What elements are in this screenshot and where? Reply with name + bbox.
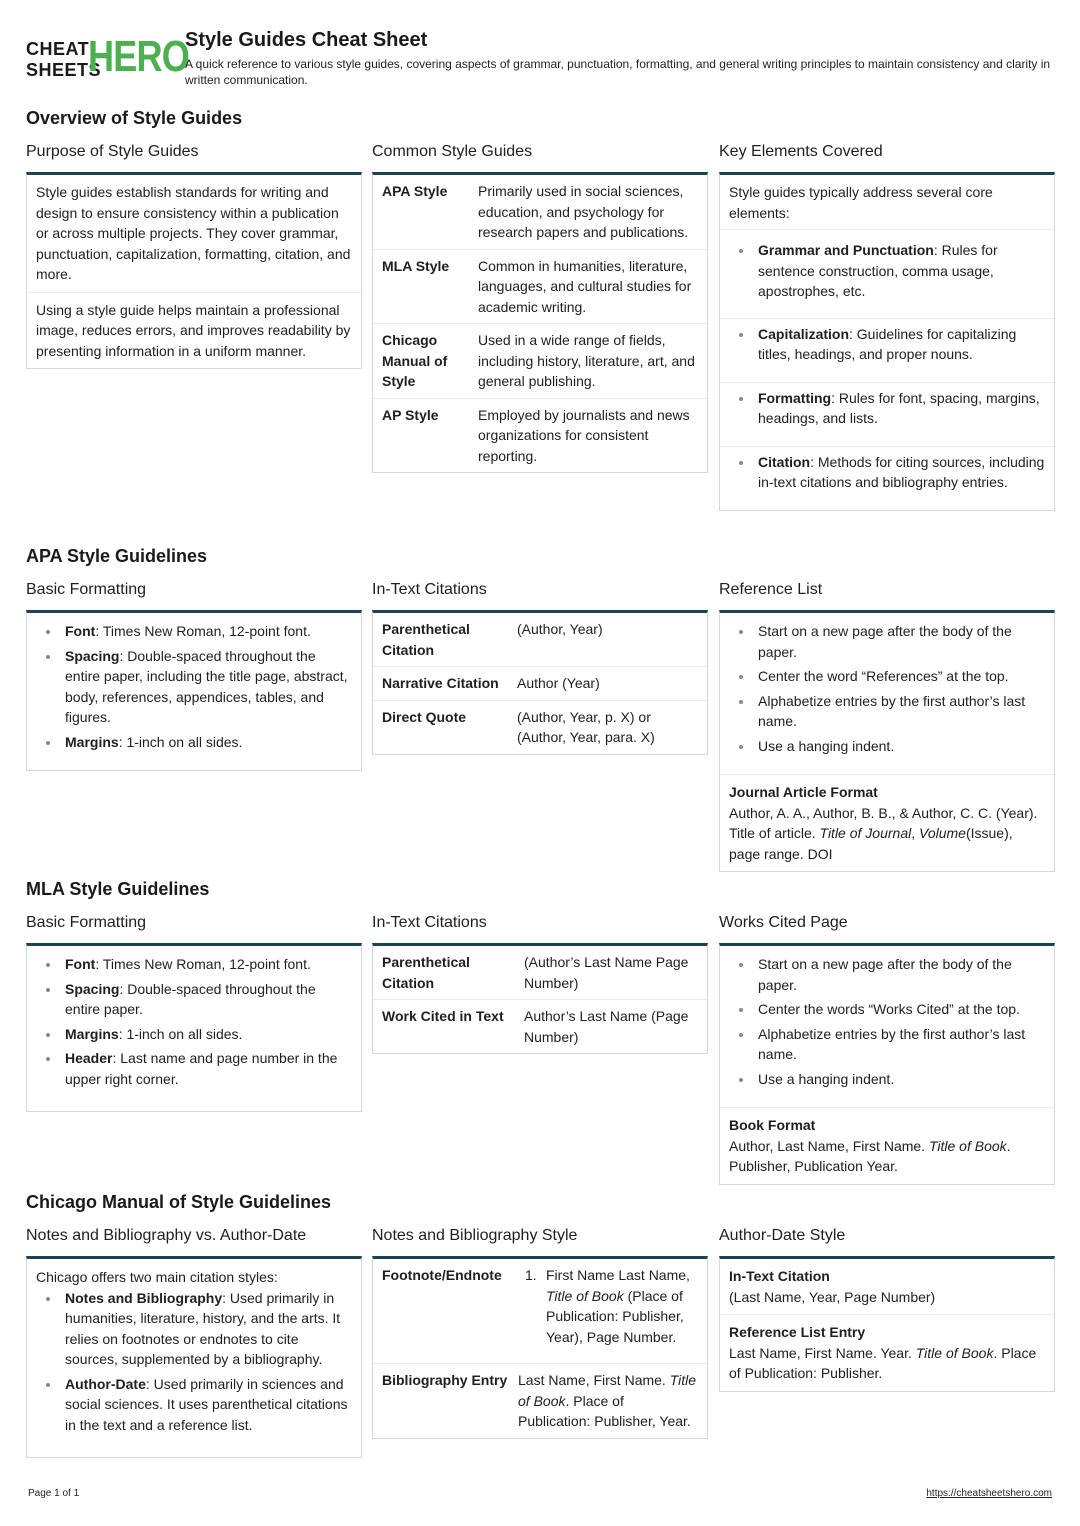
item-text: : Times New Roman, 12-point font. [95, 623, 311, 639]
item-term: Notes and Bibliography [65, 1289, 223, 1306]
col-title-apa-basic: Basic Formatting [26, 581, 147, 598]
row-key: Direct Quote [382, 708, 467, 725]
table-row [373, 946, 707, 1000]
reference-entry-block [720, 1315, 1054, 1391]
list-item [36, 1288, 352, 1370]
row-value [518, 1370, 698, 1432]
list-item [36, 1374, 352, 1436]
row-value: Primarily used in social sciences, education, and psychology for research papers and publications. [478, 183, 689, 240]
item-text: : Double-spaced throughout the entire paper, including the title page, abstract, body, references, appendices, tables, and figures. [65, 647, 348, 725]
item-text: : Guidelines for capitalizing titles, headings, and proper nouns. [758, 325, 1017, 362]
journal-article-format [720, 775, 1054, 871]
entry-text: Last Name, First Name. Year. [729, 1344, 916, 1361]
item-text: : Rules for font, spacing, margins, headings, and lists. [758, 389, 1040, 426]
item-term: Grammar and Punctuation [758, 242, 934, 258]
page-number: Page 1 of 1 [28, 1488, 80, 1499]
format-italic: Title of Journal [819, 825, 912, 841]
card-apa-basic [26, 610, 362, 771]
entry-text: Last Name, First Name. [518, 1372, 670, 1388]
card-mla-works [719, 943, 1055, 1185]
list-item: Start on a new page after the body of the paper. [729, 621, 1045, 662]
row-value [525, 1265, 698, 1347]
format-italic: Title of Book [928, 1137, 1007, 1154]
card-chicago-ad [719, 1256, 1055, 1392]
list-item [36, 621, 352, 642]
list-block [27, 1259, 361, 1457]
list-item [36, 1048, 352, 1089]
intext-citation-block [720, 1259, 1054, 1315]
entry-text: . Place of Publication: Publisher. [729, 1344, 1037, 1381]
item-term: Margins [65, 1025, 119, 1042]
item-text: : 1-inch on all sides. [118, 1025, 243, 1042]
row-value: (Author, Year) [517, 621, 603, 637]
row-value: Employed by journalists and news organizations for consistent reporting. [478, 406, 690, 464]
list-item [36, 1024, 352, 1045]
list-item [36, 732, 352, 753]
list-item [36, 954, 352, 975]
logo-word-hero: HERO [88, 32, 189, 81]
card-mla-intext [372, 943, 708, 1054]
item-text: : 1-inch on all sides. [118, 733, 243, 750]
row-value: Author (Year) [517, 675, 600, 691]
table-row [373, 324, 707, 399]
item-term: Font [65, 956, 96, 972]
row-key: AP Style [382, 406, 439, 423]
section-title-apa: APA Style Guidelines [26, 546, 208, 566]
col-title-mla-intext: In-Text Citations [372, 914, 487, 931]
table-row [373, 667, 707, 701]
purpose-paragraph-1: Style guides establish standards for writing and design to ensure consistency within a publication or across multiple projects. They cover grammar, punctuation, capitalization, formatting, citation, and more. [27, 175, 361, 293]
row-key: Chicago Manual of Style [382, 332, 448, 389]
item-text: : Rules for sentence construction, comma usage, apostrophes, etc. [758, 242, 998, 299]
table-row [373, 1364, 707, 1438]
card-key-elements [719, 172, 1055, 511]
col-title-chicago-nb: Notes and Bibliography Style [372, 1227, 578, 1244]
col-title-apa-reflist: Reference List [719, 581, 823, 598]
section-title-overview: Overview of Style Guides [26, 108, 243, 128]
cheatsheetshero-logo[interactable] [26, 32, 189, 81]
item-term: Capitalization [758, 325, 850, 342]
section-title-chicago: Chicago Manual of Style Guidelines [26, 1192, 332, 1212]
list-block [27, 613, 361, 770]
col-title-purpose: Purpose of Style Guides [26, 143, 199, 160]
card-apa-reflist [719, 610, 1055, 872]
block-value: (Last Name, Year, Page Number) [729, 1288, 936, 1305]
item-term: Spacing [65, 647, 120, 664]
item-text: : Used primarily in sciences and social sciences. It uses parenthetical citations in the text and a reference list. [65, 1375, 348, 1433]
page-header [26, 28, 1056, 88]
list-item: Alphabetize entries by the first author’s last name. [729, 691, 1045, 732]
entry-italic: Title of Book [518, 1372, 697, 1409]
table-row [373, 399, 707, 473]
row-value: Common in humanities, literature, languages, and cultural studies for academic writing. [478, 257, 692, 315]
format-text: (Issue), page range. DOI [729, 825, 1013, 862]
block-value [729, 1343, 1045, 1384]
page-title: Style Guides Cheat Sheet [185, 29, 428, 51]
card-chicago-nb [372, 1256, 708, 1439]
list-block [27, 946, 361, 1111]
format-text: Author, A. A., Author, B. B., & Author, C. C. (Year). Title of article. [729, 804, 1038, 841]
logo-word-sheets: SHEETS [26, 60, 102, 80]
title-block [185, 28, 1055, 88]
item-term: Spacing [65, 980, 120, 997]
col-title-key-elements: Key Elements Covered [719, 143, 883, 160]
format-text: Author, Last Name, First Name. [729, 1137, 929, 1154]
item-text: : Double-spaced throughout the entire paper. [65, 980, 316, 1017]
list-item [720, 319, 1054, 383]
list-item [720, 447, 1054, 510]
item-term: Author-Date [65, 1375, 146, 1392]
row-key: Parenthetical Citation [382, 621, 470, 658]
list-item: Center the word “References” at the top. [729, 666, 1045, 687]
item-text: : Methods for citing sources, including in-text citations and bibliography entries. [758, 453, 1045, 490]
item-term: Formatting [758, 389, 832, 406]
entry-text: . Place of Publication: Publisher, Year. [518, 1392, 691, 1429]
row-value: Author’s Last Name (Page Number) [524, 1008, 689, 1045]
item-term: Header [65, 1050, 113, 1066]
card-common-guides [372, 172, 708, 473]
table-row [373, 701, 707, 754]
row-key: Footnote/Endnote [382, 1267, 502, 1283]
row-key: Work Cited in Text [382, 1008, 504, 1024]
table-row [373, 1259, 707, 1364]
list-block [720, 613, 1054, 775]
key-elements-intro: Style guides typically address several core elements: [720, 175, 1054, 230]
block-title: In-Text Citation [729, 1268, 830, 1284]
list-item: Use a hanging indent. [729, 1069, 1045, 1090]
logo-word-cheat: CHEAT [26, 39, 90, 59]
format-example [729, 1136, 1045, 1177]
book-format [720, 1108, 1054, 1184]
list-block [720, 946, 1054, 1108]
format-title: Journal Article Format [729, 784, 878, 800]
item-term: Citation [758, 453, 811, 470]
note-text: (Place of Publication: Publisher, Year), Page Number. [546, 1287, 684, 1345]
list-number: 1. [525, 1267, 537, 1283]
footer-link[interactable]: https://cheatsheetshero.com [926, 1488, 1052, 1499]
purpose-paragraph-2: Using a style guide helps maintain a professional image, reduces errors, and improves readability by presenting information in a uniform manner. [36, 301, 351, 359]
card-purpose [26, 172, 362, 369]
format-example [729, 803, 1045, 865]
table-row [373, 613, 707, 667]
col-title-apa-intext: In-Text Citations [372, 581, 487, 598]
col-title-chicago-nb-vs-ad: Notes and Bibliography vs. Author-Date [26, 1227, 307, 1244]
section-title-mla: MLA Style Guidelines [26, 879, 210, 899]
col-title-chicago-ad: Author-Date Style [719, 1227, 846, 1244]
row-key: MLA Style [382, 257, 450, 274]
table-row [373, 250, 707, 325]
list-item [36, 646, 352, 728]
format-italic: Volume [919, 825, 966, 841]
list-item: Use a hanging indent. [729, 736, 1045, 757]
list-item: Center the words “Works Cited” at the top. [729, 999, 1045, 1020]
chicago-intro: Chicago offers two main citation styles: [36, 1269, 278, 1285]
item-term: Margins [65, 733, 119, 750]
note-text: First Name Last Name, [546, 1267, 690, 1283]
format-title: Book Format [729, 1117, 816, 1133]
item-term: Font [65, 623, 96, 639]
list-item [36, 979, 352, 1020]
row-value: (Author, Year, p. X) or (Author, Year, para. X) [517, 708, 655, 745]
format-text: . Publisher, Publication Year. [729, 1137, 1011, 1174]
entry-italic: Title of Book [915, 1344, 994, 1361]
list-item [720, 230, 1054, 319]
item-text: : Last name and page number in the upper right corner. [65, 1050, 338, 1087]
table-row [373, 175, 707, 250]
row-value: Used in a wide range of fields, including history, literature, art, and general publishing. [478, 332, 695, 389]
list-item [720, 383, 1054, 447]
col-title-mla-basic: Basic Formatting [26, 914, 147, 931]
item-text: : Used primarily in humanities, literature, history, and the arts. It relies on footnotes or endnotes to cite sources, supplemented by a bibliography. [65, 1289, 341, 1367]
card-chicago-nb-vs-ad [26, 1256, 362, 1458]
page-subtitle: A quick reference to various style guides, covering aspects of grammar, punctuation, formatting, and general writing principles to maintain consistency and clarity in written communication. [185, 57, 1051, 87]
note-italic: Title of Book [546, 1287, 624, 1304]
row-key: Parenthetical Citation [382, 954, 470, 991]
block-title: Reference List Entry [729, 1324, 866, 1340]
row-key: Narrative Citation [382, 675, 499, 691]
table-row [373, 1000, 707, 1053]
format-text: , [911, 825, 919, 841]
col-title-common: Common Style Guides [372, 143, 533, 160]
card-mla-basic [26, 943, 362, 1112]
list-item: Start on a new page after the body of the paper. [729, 954, 1045, 995]
list-item: Alphabetize entries by the first author’s last name. [729, 1024, 1045, 1065]
col-title-mla-works: Works Cited Page [719, 914, 848, 931]
row-value: (Author’s Last Name Page Number) [524, 954, 689, 991]
card-apa-intext [372, 610, 708, 755]
row-key: Bibliography Entry [382, 1372, 508, 1388]
item-text: : Times New Roman, 12-point font. [95, 956, 311, 972]
row-key: APA Style [382, 183, 448, 199]
